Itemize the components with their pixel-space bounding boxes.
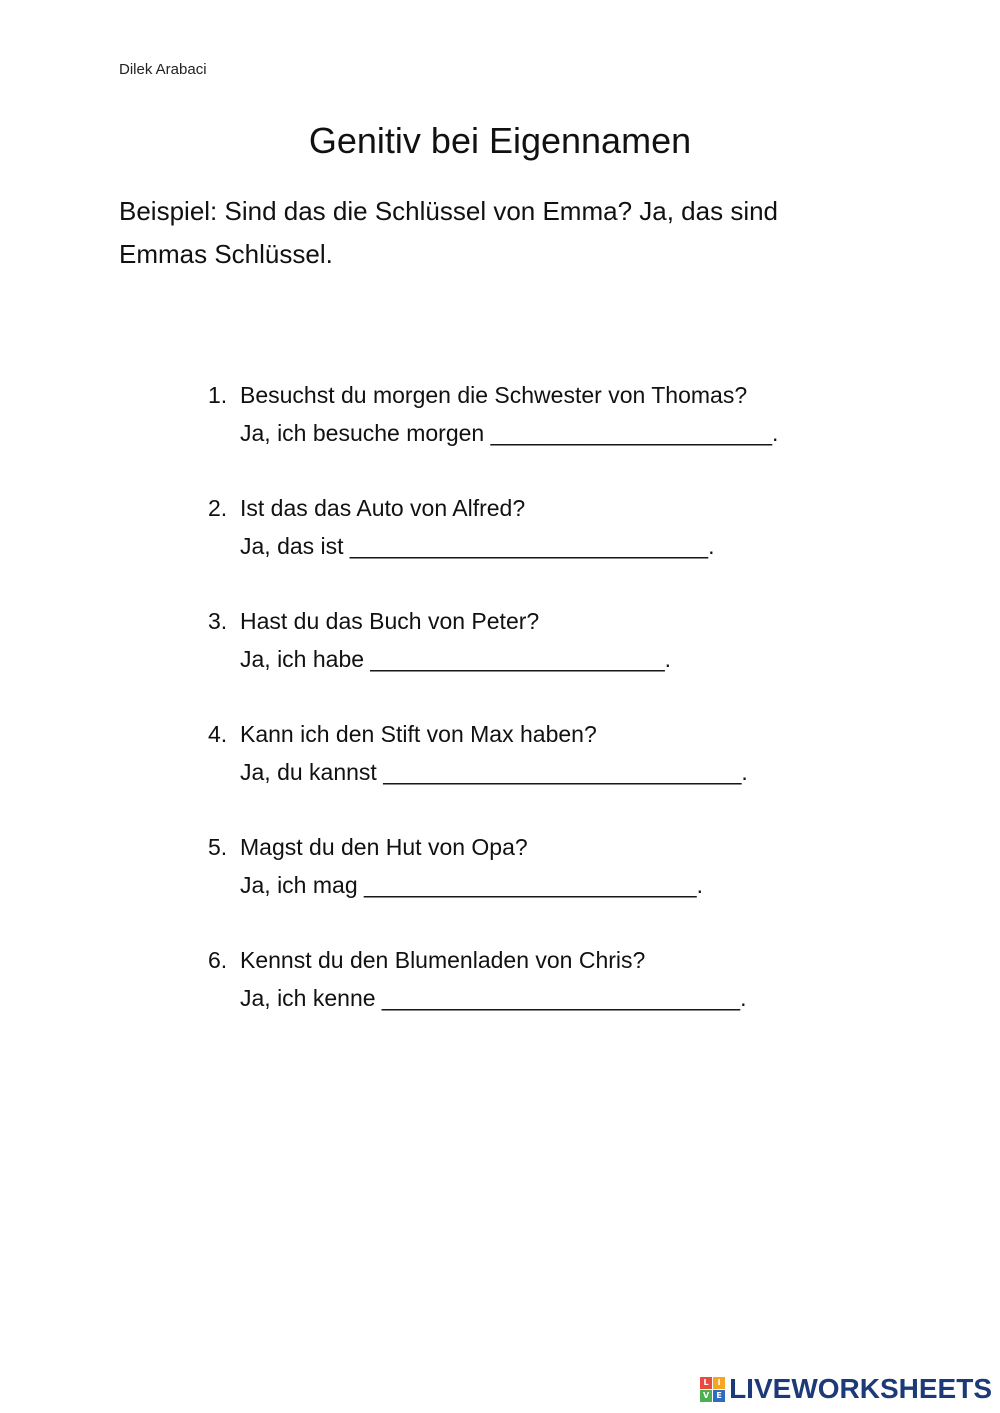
exercise-question: Kennst du den Blumenladen von Chris? bbox=[240, 947, 646, 973]
liveworksheets-logo bbox=[700, 1373, 992, 1405]
exercise-question: Kann ich den Stift von Max haben? bbox=[240, 721, 597, 747]
example-sentence: Beispiel: Sind das die Schlüssel von Emma? Ja, das sind Emmas Schlüssel. bbox=[119, 196, 779, 269]
exercise-number: 3. bbox=[208, 608, 228, 634]
logo-icon bbox=[700, 1377, 725, 1402]
exercise-number: 1. bbox=[208, 382, 228, 408]
logo-icon-tile: I bbox=[713, 1377, 725, 1389]
logo-icon-tile: L bbox=[700, 1377, 712, 1389]
page-title: Genitiv bei Eigennamen bbox=[308, 120, 692, 161]
exercise-question: Besuchst du morgen die Schwester von Thomas? bbox=[240, 382, 748, 408]
exercise-question: Magst du den Hut von Opa? bbox=[240, 834, 528, 860]
exercise-number: 6. bbox=[208, 947, 228, 973]
author-name: Dilek Arabaci bbox=[119, 61, 207, 78]
exercise-answer[interactable]: Ja, ich mag __________________________. bbox=[240, 872, 703, 898]
exercise-answer[interactable]: Ja, ich besuche morgen ______________________. bbox=[240, 420, 779, 446]
logo-icon-tile: V bbox=[700, 1390, 712, 1402]
exercise-question: Hast du das Buch von Peter? bbox=[240, 608, 540, 634]
exercise-number: 4. bbox=[208, 721, 228, 747]
exercise-number: 5. bbox=[208, 834, 228, 860]
exercise-answer[interactable]: Ja, ich habe _______________________. bbox=[240, 646, 672, 672]
logo-icon-tile: E bbox=[713, 1390, 725, 1402]
exercise-answer[interactable]: Ja, du kannst ____________________________. bbox=[240, 759, 748, 785]
exercise-answer[interactable]: Ja, das ist ____________________________. bbox=[240, 533, 715, 559]
exercise-number: 2. bbox=[208, 495, 228, 521]
logo-text: LIVEWORKSHEETS bbox=[729, 1373, 992, 1404]
exercise-question: Ist das das Auto von Alfred? bbox=[240, 495, 526, 521]
exercise-answer[interactable]: Ja, ich kenne ____________________________. bbox=[240, 985, 747, 1011]
